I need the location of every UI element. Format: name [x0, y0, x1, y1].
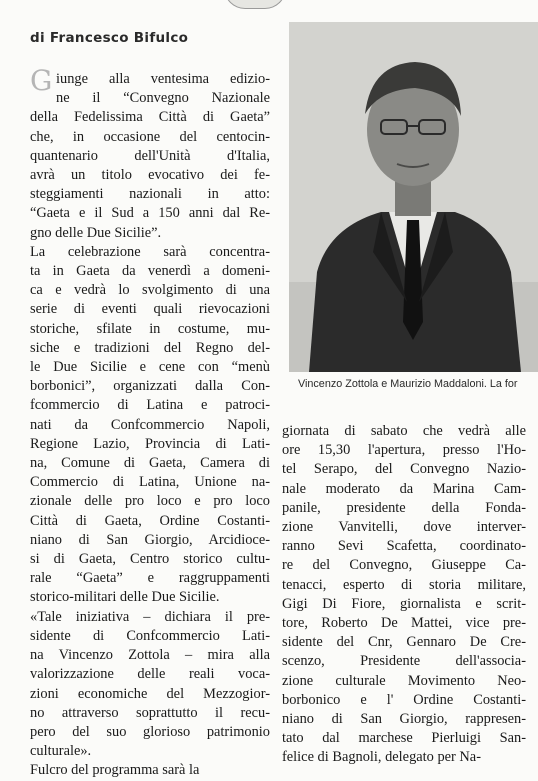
article-text-line: no attraverso soprattutto il recu-	[30, 704, 270, 721]
article-text-line: avrà un titolo evocativo dei fe-	[30, 167, 270, 184]
article-text-line: zione Vanvitelli, dove interver-	[282, 519, 526, 536]
article-text-line: ne il “Convegno Nazionale	[56, 90, 270, 107]
article-text-line: serie di eventi quali rievocazioni	[30, 301, 270, 318]
article-text-line: rale “Gaeta” e raggruppamenti	[30, 570, 270, 587]
article-text-line: tel Serapo, del Convegno Nazio-	[282, 461, 526, 478]
article-text-line: Gigi Di Fiore, giornalista e scrit-	[282, 595, 526, 612]
article-text-line: quantenario dell'Unità d'Italia,	[30, 147, 270, 164]
article-text-line: felice di Bagnoli, delegato per Na-	[282, 749, 481, 766]
article-text-line: nale moderato da Marina Cam-	[282, 480, 526, 497]
article-text-line: zionale delle pro loco e pro loco	[30, 493, 270, 510]
article-right-column	[282, 422, 526, 768]
article-text-line: ore 15,30 l'apertura, presso l'Ho-	[282, 442, 526, 459]
article-text-line: ta in Gaeta da venerdì a domeni-	[30, 263, 270, 280]
header-ornament	[224, 0, 286, 9]
article-text-line: niano di San Giorgio, Arcidioce-	[30, 531, 270, 548]
article-text-line: storico-militari delle Due Sicilie.	[30, 589, 220, 606]
photo-caption: Vincenzo Zottola e Maurizio Maddaloni. La for	[298, 378, 518, 390]
article-text-line: Città di Gaeta, Ordine Costanti-	[30, 512, 270, 529]
article-left-column	[30, 70, 270, 781]
article-text-line: sidente del Cnr, Gennaro De Cre-	[282, 634, 526, 651]
drop-cap: G	[30, 64, 53, 97]
article-text-line: na, Comune di Gaeta, Camera di	[30, 455, 270, 472]
article-text-line: Commercio di Latina, Unione na-	[30, 474, 270, 491]
article-text-line: giornata di sabato che vedrà alle	[282, 423, 526, 439]
article-photo	[289, 22, 538, 372]
article-text-line: iunge alla ventesima edizio-	[56, 71, 270, 87]
article-text-line: della Fedelissima Città di Gaeta”	[30, 109, 270, 126]
article-text-line: le Due Sicilie e cene con “menù	[30, 359, 270, 376]
article-text-line: zioni economiche del Mezzogior-	[30, 685, 270, 702]
article-text-line: steggiamenti nazionali in atto:	[30, 186, 270, 203]
article-text-line: zione culturale Movimento Neo-	[282, 672, 526, 689]
article-text-line: si di Gaeta, Centro storico cultu-	[30, 551, 270, 568]
article-text-line: re del Convegno, Giuseppe Ca-	[282, 557, 526, 574]
article-text-line: Fulcro del programma sarà la	[30, 762, 200, 779]
article-text-line: tore, Roberto De Mattei, vice pre-	[282, 615, 526, 632]
article-text-line: tenacci, esperto di storia militare,	[282, 576, 526, 593]
article-text-line: La celebrazione sarà concentra-	[30, 243, 270, 260]
article-text-line: borbonico e l' Ordine Costanti-	[282, 691, 526, 708]
article-text-line: Regione Lazio, Provincia di Lati-	[30, 435, 270, 452]
article-text-line: scenzo, Presidente dell'associa-	[282, 653, 526, 670]
article-text-line: “Gaeta e il Sud a 150 anni dal Re-	[30, 205, 270, 222]
article-text-line: ca e vedrà lo svolgimento di una	[30, 282, 270, 299]
article-text-line: panile, presidente della Fonda-	[282, 499, 526, 516]
article-text-line: pero del suo glorioso patrimonio	[30, 723, 270, 740]
article-text-line: «Tale iniziativa – dichiara il pre-	[30, 608, 270, 625]
article-text-line: nati da Confcommercio Napoli,	[30, 416, 270, 433]
article-text-line: gno delle Due Sicilie”.	[30, 224, 162, 241]
article-text-line: valorizzazione delle reali voca-	[30, 666, 270, 683]
article-text-line: ranno Sevi Scafetta, coordinato-	[282, 538, 526, 555]
article-text-line: storiche, sfilate in costume, mu-	[30, 320, 270, 337]
article-byline: di Francesco Bifulco	[30, 30, 189, 46]
article-text-line: borbonici”, organizzati dalla Con-	[30, 378, 270, 395]
article-text-line: fcommercio di Latina e patroci-	[30, 397, 270, 414]
article-text-line: siche e tradizioni del Regno del-	[30, 339, 270, 356]
article-text-line: che, in occasione del centocin-	[30, 128, 270, 145]
photo-portrait-illustration	[289, 22, 538, 372]
article-text-line: tato dal marchese Pierluigi San-	[282, 730, 526, 747]
article-text-line: na Vincenzo Zottola – mira alla	[30, 647, 270, 664]
article-text-line: culturale».	[30, 743, 92, 760]
article-text-line: sidente di Confcommercio Lati-	[30, 627, 270, 644]
article-text-line: niano di San Giorgio, rappresen-	[282, 711, 526, 728]
